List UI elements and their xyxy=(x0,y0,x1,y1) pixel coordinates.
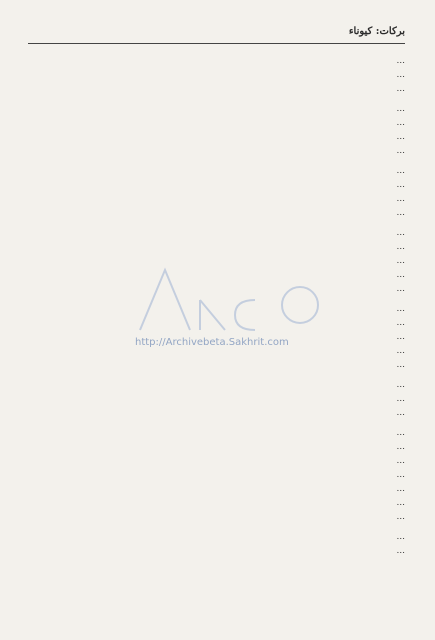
text-line: … xyxy=(396,146,405,156)
text-line: … xyxy=(396,104,405,114)
text-line: … xyxy=(396,84,405,94)
text-line: … xyxy=(396,256,405,266)
text-line: … xyxy=(396,304,405,314)
text-line: … xyxy=(396,498,405,508)
text-line: … xyxy=(396,470,405,480)
paragraph xyxy=(28,530,405,558)
text-line: … xyxy=(396,532,405,542)
text-line: … xyxy=(396,194,405,204)
text-line: … xyxy=(396,442,405,452)
text-line: … xyxy=(396,208,405,218)
text-line: … xyxy=(396,332,405,342)
text-line: … xyxy=(396,242,405,252)
header-rule xyxy=(28,43,405,44)
text-line: … xyxy=(396,408,405,418)
paragraph xyxy=(28,378,405,420)
text-line: … xyxy=(396,284,405,294)
text-line: … xyxy=(396,270,405,280)
paragraph xyxy=(28,164,405,220)
text-line: … xyxy=(396,166,405,176)
text-line: … xyxy=(396,346,405,356)
paragraph xyxy=(28,54,405,96)
text-line: … xyxy=(396,360,405,370)
book-title: بركات: كيوناء xyxy=(348,26,405,37)
text-line: … xyxy=(396,118,405,128)
text-line: … xyxy=(396,132,405,142)
paragraph xyxy=(28,102,405,158)
text-line: … xyxy=(396,56,405,66)
text-line: … xyxy=(396,180,405,190)
text-line: … xyxy=(396,456,405,466)
paragraph xyxy=(28,226,405,296)
running-header xyxy=(28,26,405,41)
text-line: … xyxy=(396,394,405,404)
text-line: … xyxy=(396,228,405,238)
paragraph xyxy=(28,426,405,524)
text-line: … xyxy=(396,512,405,522)
text-line: … xyxy=(396,70,405,80)
text-line: … xyxy=(396,318,405,328)
body-text xyxy=(28,54,405,558)
watermark-url: http://Archivebeta.Sakhrit.com xyxy=(135,337,289,348)
text-line: … xyxy=(396,546,405,556)
text-line: … xyxy=(396,428,405,438)
text-line: … xyxy=(396,484,405,494)
paragraph xyxy=(28,302,405,372)
text-line: … xyxy=(396,380,405,390)
